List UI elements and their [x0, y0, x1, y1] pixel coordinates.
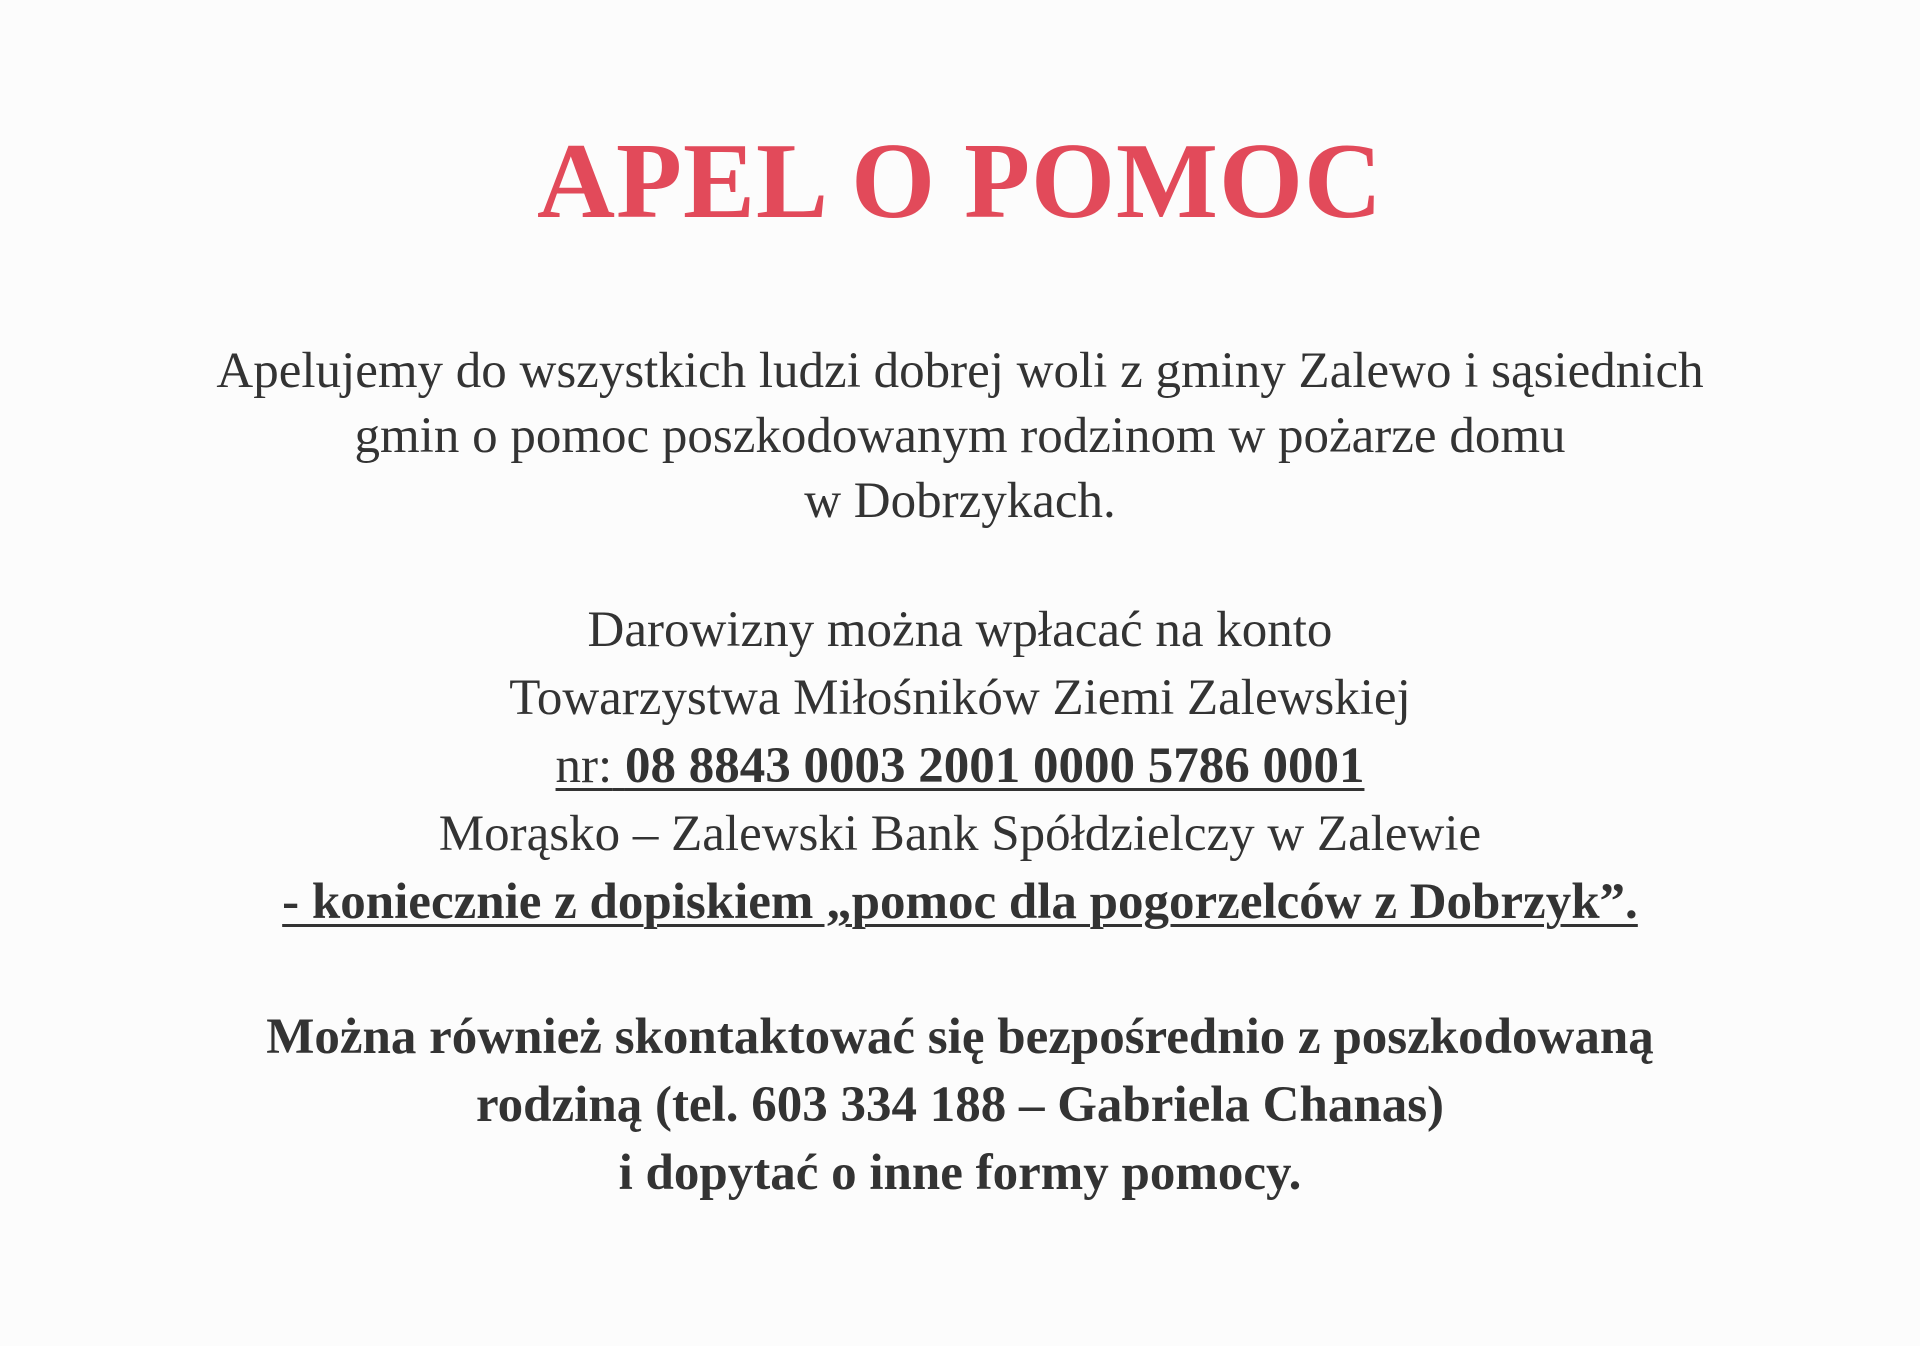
contact-line-2: rodziną (tel. 603 334 188 – Gabriela Chanas) — [475, 1077, 1445, 1133]
appeal-line-1: Apelujemy do wszystkich ludzi dobrej woli z gminy Zalewo i sąsiednich — [216, 343, 1704, 399]
appeal-line-2: gmin o pomoc poszkodowanym rodzinom w pożarze domu — [354, 408, 1566, 464]
transfer-note-line — [0, 874, 1920, 930]
bank-name: Morąsko – Zalewski Bank Spółdzielczy w Zalewie — [438, 806, 1482, 862]
account-number: 08 8843 0003 2001 0000 5786 0001 — [624, 738, 1365, 794]
donation-line-1: Darowizny można wpłacać na konto — [587, 602, 1333, 658]
account-underline — [556, 738, 1365, 794]
account-label: nr: — [555, 738, 613, 794]
donation-line-2: Towarzystwa Miłośników Ziemi Zalewskiej — [509, 670, 1411, 726]
transfer-note: - koniecznie z dopiskiem „pomoc dla pogorzelców z Dobrzyk”. — [282, 874, 1638, 930]
document-title: APEL O POMOC — [537, 122, 1383, 241]
contact-line-3: i dopytać o inne formy pomocy. — [618, 1145, 1302, 1201]
appeal-line-3: w Dobrzykach. — [804, 473, 1116, 529]
contact-line-1: Można również skontaktować się bezpośrednio z poszkodowaną — [266, 1009, 1654, 1065]
account-line — [0, 738, 1920, 794]
